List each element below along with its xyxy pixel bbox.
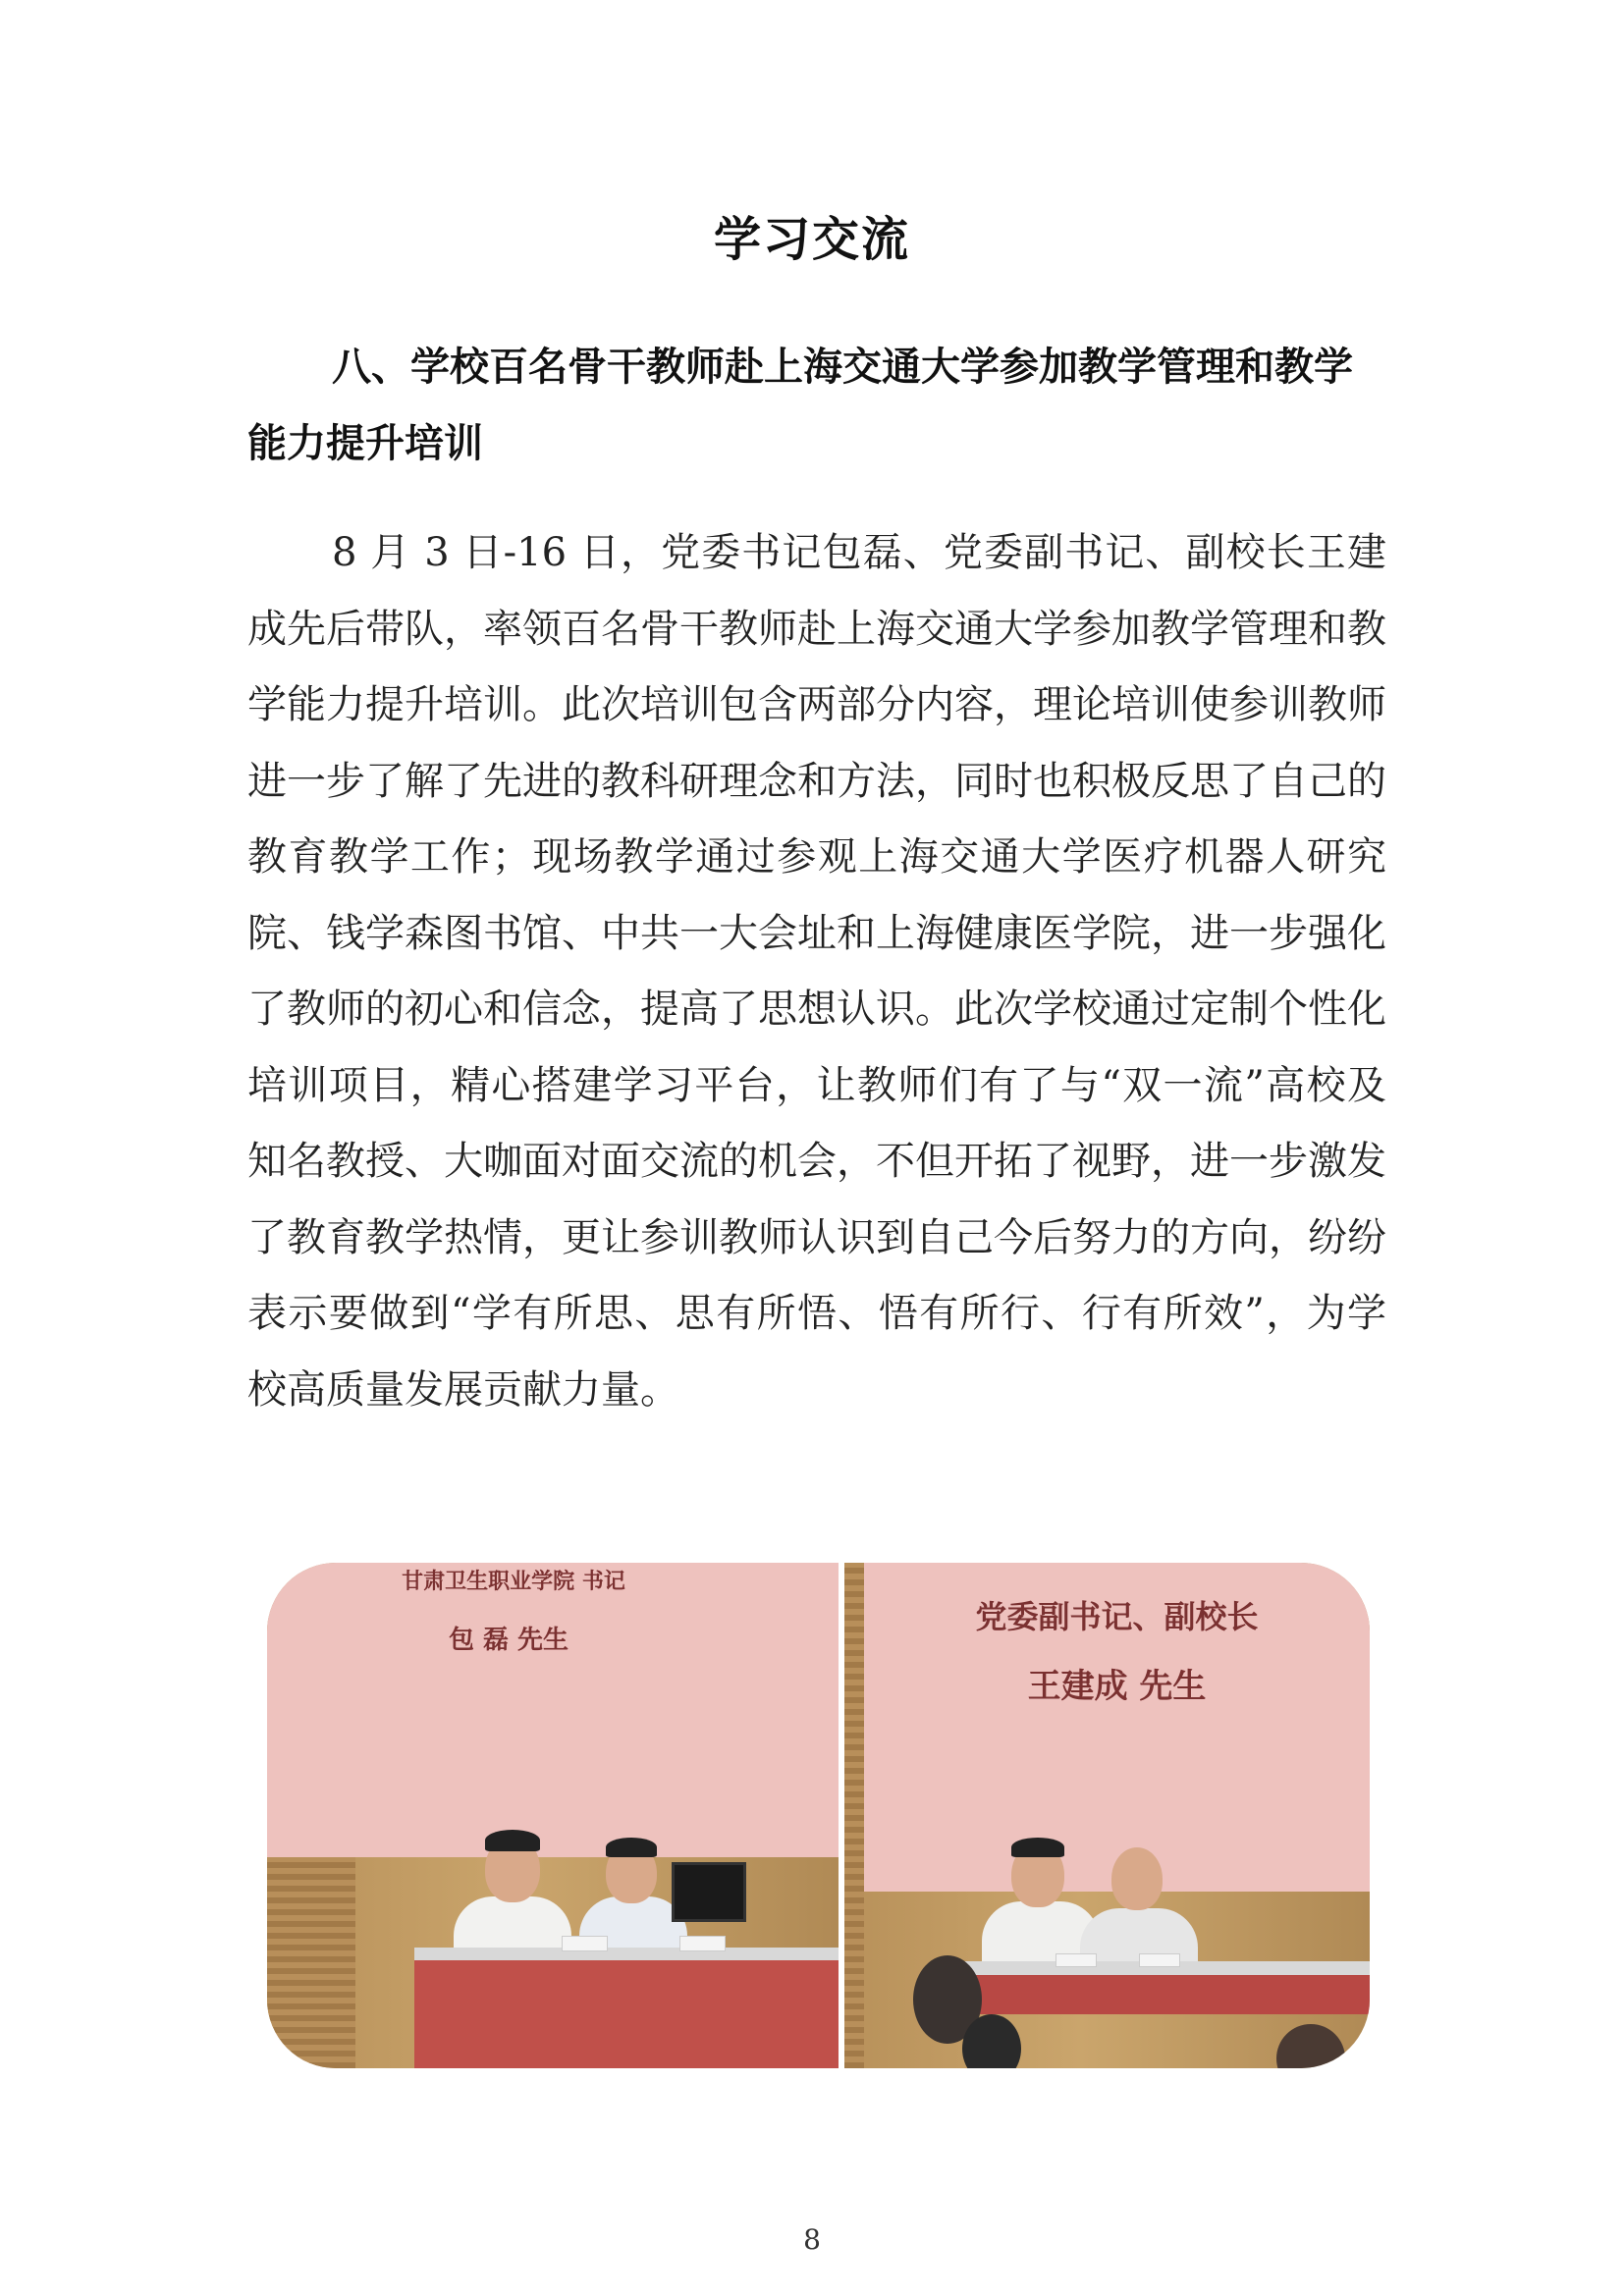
wood-panel [844,1563,864,2068]
nameplate [679,1936,726,1951]
table-skirt [414,1960,839,2068]
table-skirt [962,1975,1370,2014]
projection-screen [267,1563,839,1857]
screen-caption-line1: 党委副书记、副校长 [975,1598,1259,1635]
monitor [672,1862,746,1922]
screen-caption-line1: 甘肃卫生职业学院 书记 [402,1570,625,1594]
wood-panel [267,1857,355,2068]
page-number: 8 [803,2223,821,2256]
nameplate [1056,1953,1097,1967]
projection-screen [864,1563,1370,1892]
screen-caption-line2: 包 磊 先生 [448,1626,569,1655]
nameplate [1139,1953,1180,1967]
photo-collage [267,1563,1370,2068]
article-heading: 八、学校百名骨干教师赴上海交通大学参加教学管理和教学能力提升培训 [247,345,1353,466]
section-title: 学习交流 [713,212,910,267]
nameplate [562,1936,608,1951]
article-body: 8 月 3 日-16 日，党委书记包磊、党委副书记、副校长王建成先后带队，率领百名骨干教师赴上海交通大学参加教学管理和教学能力提升培训。此次培训包含两部分内容，理论培训使参训教师进一步了解了先进的教科研理念和方法，同时也积极反思了自己的教育教学工作；现场教学通过参观上海交通大学医疗机器人研究院、钱学森图书馆、中共一大会址和上海健康医学院，进一步强化了教师的初心和信念，提高了思想认识。此次学校通过定制个性化培训项目，精心搭建学习平台，让教师们有了与“双一流”高校及知名教授、大咖面对面交流的机会，不但开拓了视野，进一步激发了教育教学热情，更让参训教师认识到自己今后努力的方向，纷纷表示要做到“学有所思、思有所悟、悟有所行、行有所效”，为学校高质量发展贡献力量。 [247,530,1386,1413]
photo-left-meeting [267,1563,839,2068]
screen-caption-line2: 王建成 先生 [1027,1667,1207,1706]
photo-right-meeting [844,1563,1370,2068]
